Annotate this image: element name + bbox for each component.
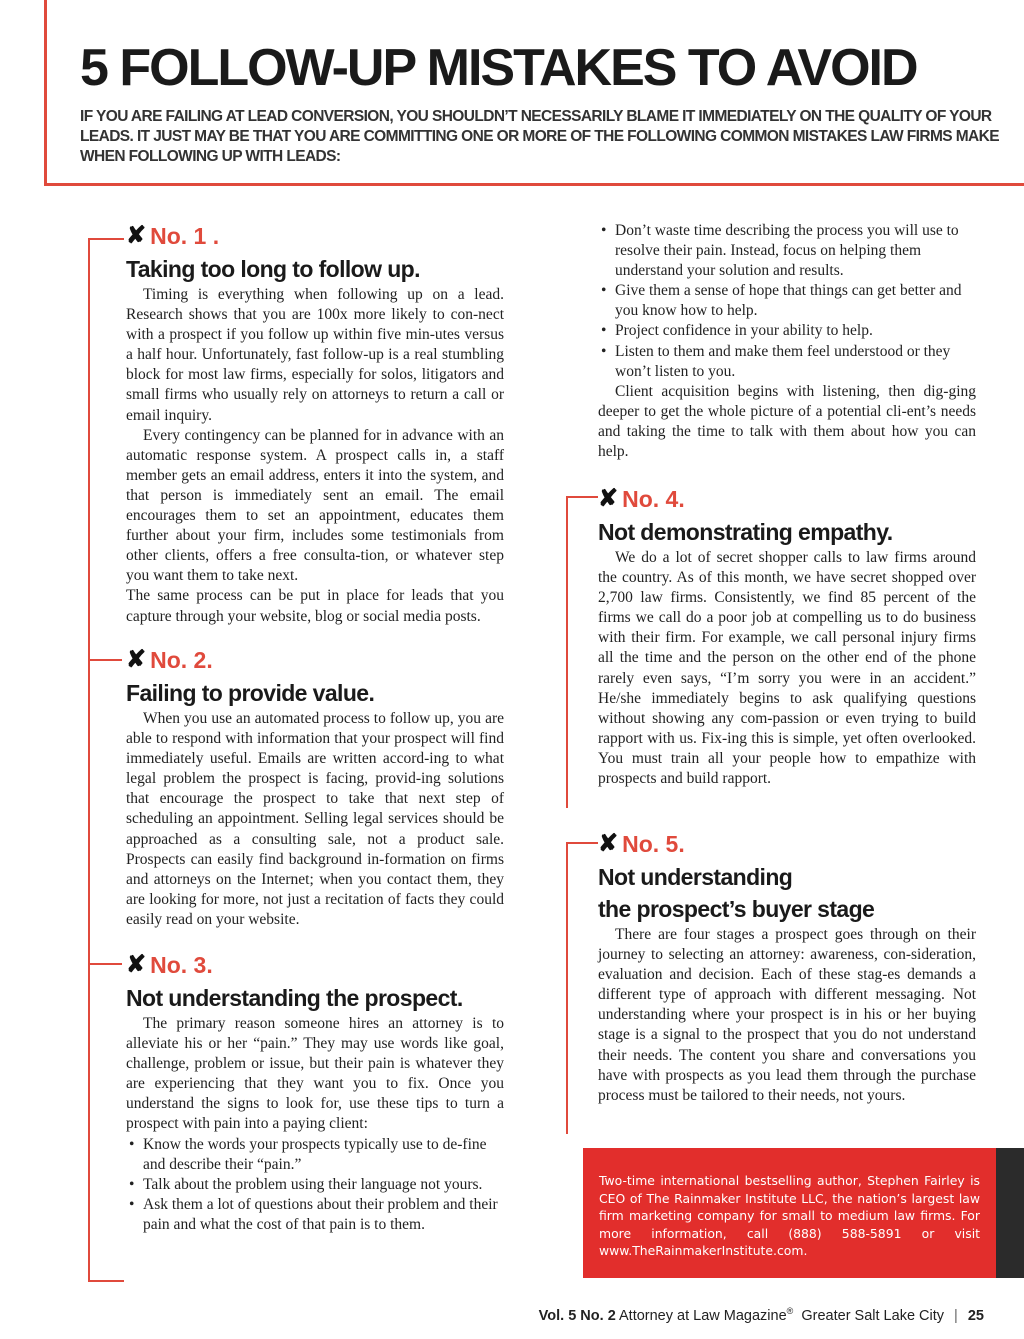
- paragraph: The same process can be put in place for leads that you capture through your website, blog or social media posts.: [126, 587, 504, 625]
- section-number: [598, 484, 976, 514]
- tips-list: [598, 221, 976, 382]
- section-divider-tick: [88, 659, 122, 661]
- x-mark-icon: ✘: [126, 222, 147, 249]
- list-item: • Don’t waste time describing the process you will use to resolve their pain. Instead, focus on helping them understand your solution and results.: [615, 221, 976, 281]
- page-title: 5 FOLLOW-UP MISTAKES TO AVOID: [80, 39, 917, 97]
- mistake-section-3-continued: [598, 221, 976, 462]
- section-number: [126, 221, 504, 251]
- list-item: • Know the words your prospects typically use to de-fine and describe their “pain.”: [143, 1135, 504, 1175]
- section-number-label: No. 2.: [150, 647, 213, 673]
- tips-list: [126, 1135, 504, 1235]
- section-title: Not understanding the prospect.: [126, 985, 463, 1011]
- bio-edge-bar: [996, 1148, 1024, 1278]
- paragraph: We do a lot of secret shopper calls to law firms around the country. As of this month, we have secret shopped over 2,700 law firms. Consistently, we find 85 percent of the firms we call do a poor job at compelling us to do business with their firm. For example, we call personal injury firms all the time and the person on the other end of the phone rarely even says, “I’m sorry you were in an accident.” He/she immediately begins to ask qualifying questions without showing any com-passion or even trying to build rapport with us. Fix-ing this is simple, yet often overlooked. You must train all your people how to empathize with prospects and build rapport.: [598, 549, 976, 788]
- section-number-label: No. 3.: [150, 952, 213, 978]
- right-column-bracket: [566, 496, 598, 808]
- left-column-bracket: [88, 238, 124, 1282]
- page-footer: [0, 1306, 984, 1324]
- section-number: [126, 950, 504, 980]
- mistake-section-5: [598, 829, 976, 1106]
- section-number: [598, 829, 976, 859]
- section-number-label: No. 4.: [622, 486, 685, 512]
- section-title: Failing to provide value.: [126, 680, 375, 706]
- paragraph: Every contingency can be planned for in advance with an automatic response system. A prospect calls in, a staff member gets an email address, enters it into the system, and that person is immediately sent an email. The email encourages them to set an appointment, educates them further about your firm, includes some testimonials from other clients, offers a free consulta-tion, or whatever step you want them to take next.: [126, 426, 504, 585]
- right-column-bracket: [566, 842, 598, 1134]
- section-title: Not demonstrating empathy.: [598, 519, 893, 545]
- page-number: 25: [967, 1307, 984, 1324]
- section-number-label: No. 1 .: [150, 223, 220, 249]
- mistake-section-2: [126, 645, 504, 930]
- x-mark-icon: ✘: [126, 646, 147, 673]
- mistake-section-3: [126, 950, 504, 1235]
- city-name: Greater Salt Lake City: [801, 1307, 945, 1324]
- list-item: • Talk about the problem using their language not yours.: [143, 1175, 504, 1195]
- issue-label: Vol. 5 No. 2: [538, 1307, 616, 1324]
- paragraph: There are four stages a prospect goes through on their journey to selecting an attorney: awareness, con-sideration, evaluation and decision. Each of these stag-es demands a different type of approach with different messaging. Not understanding where your prospect is in his or her buying stage is a signal to the prospect that you do not understand their needs. The content you share and conversations you have with prospects as you lead them through the purchase process must be tailored to their needs, not yours.: [598, 926, 976, 1104]
- section-title: Taking too long to follow up.: [126, 256, 420, 282]
- section-divider-tick: [88, 963, 122, 965]
- mistake-section-1: [126, 221, 504, 627]
- x-mark-icon: ✘: [598, 830, 619, 857]
- registered-mark: ®: [786, 1306, 794, 1316]
- author-bio-text: Two-time international bestselling author, Stephen Fairley is CEO of The Rainmaker Institute LLC, the nation’s largest law firm marketing company for small to medium law firms. For more information, call (888) 588-5891 or visit www.TheRainmakerInstitute.com.: [599, 1173, 980, 1258]
- author-bio-box: [583, 1148, 996, 1278]
- list-item: • Ask them a lot of questions about their problem and their pain and what the cost of that pain is to them.: [143, 1195, 504, 1235]
- intro-subtitle: IF YOU ARE FAILING AT LEAD CONVERSION, YOU SHOULDN’T NECESSARILY BLAME IT IMMEDIATELY ON THE QUALITY OF YOUR LEADS. IT JUST MAY BE THAT YOU ARE COMMITTING ONE OR MORE OF THE FOLLOWING COMMON MISTAKES LAW FIRMS MAKE WHEN FOLLOWING UP WITH LEADS:: [80, 108, 999, 165]
- x-mark-icon: ✘: [126, 951, 147, 978]
- paragraph: When you use an automated process to follow up, you are able to respond with information that your prospect will find immediately useful. Emails are written accord-ing to what legal problem the prospect is facing, provid-ing solutions that encourage the prospect to take that next step of scheduling an appointment. Selling legal services should be approached as a consulting sale, not a product sale. Prospects can easily find background in-formation on firms and attorneys on the Internet; when you contact them, they are looking for more, not just a recitation of facts they could easily read on your website.: [126, 710, 504, 928]
- paragraph: Timing is everything when following up on a lead. Research shows that you are 100x more likely to con-nect with a prospect if you follow up within five min-utes versus a half hour. Unfortunately, fast follow-up is a real stumbling block for most law firms, especially for solos, litigators and small firms who usually rely on attorneys to return a call or email inquiry.: [126, 286, 504, 424]
- footer-separator: |: [954, 1307, 958, 1324]
- list-item: • Project confidence in your ability to help.: [615, 321, 976, 341]
- section-number: [126, 645, 504, 675]
- section-number-label: No. 5.: [622, 831, 685, 857]
- magazine-name: Attorney at Law Magazine: [619, 1307, 787, 1324]
- x-mark-icon: ✘: [598, 485, 619, 512]
- mistake-section-4: [598, 484, 976, 789]
- list-item: • Give them a sense of hope that things can get better and you know how to help.: [615, 281, 976, 321]
- paragraph: The primary reason someone hires an attorney is to alleviate his or her “pain.” They may use words like goal, challenge, problem or issue, but their pain is whatever they are experiencing that they want you to fix. Once you understand the signs to look for, use these tips to turn a prospect with pain into a paying client:: [126, 1015, 504, 1133]
- paragraph: Client acquisition begins with listening, then dig-ging deeper to get the whole picture of a potential cli-ent’s needs and taking the time to talk with them about how you can help.: [598, 382, 976, 461]
- section-title-line-2: the prospect’s buyer stage: [598, 896, 875, 922]
- section-title-line-1: Not understanding: [598, 864, 793, 890]
- list-item: • Listen to them and make them feel understood or they won’t listen to you.: [615, 342, 976, 382]
